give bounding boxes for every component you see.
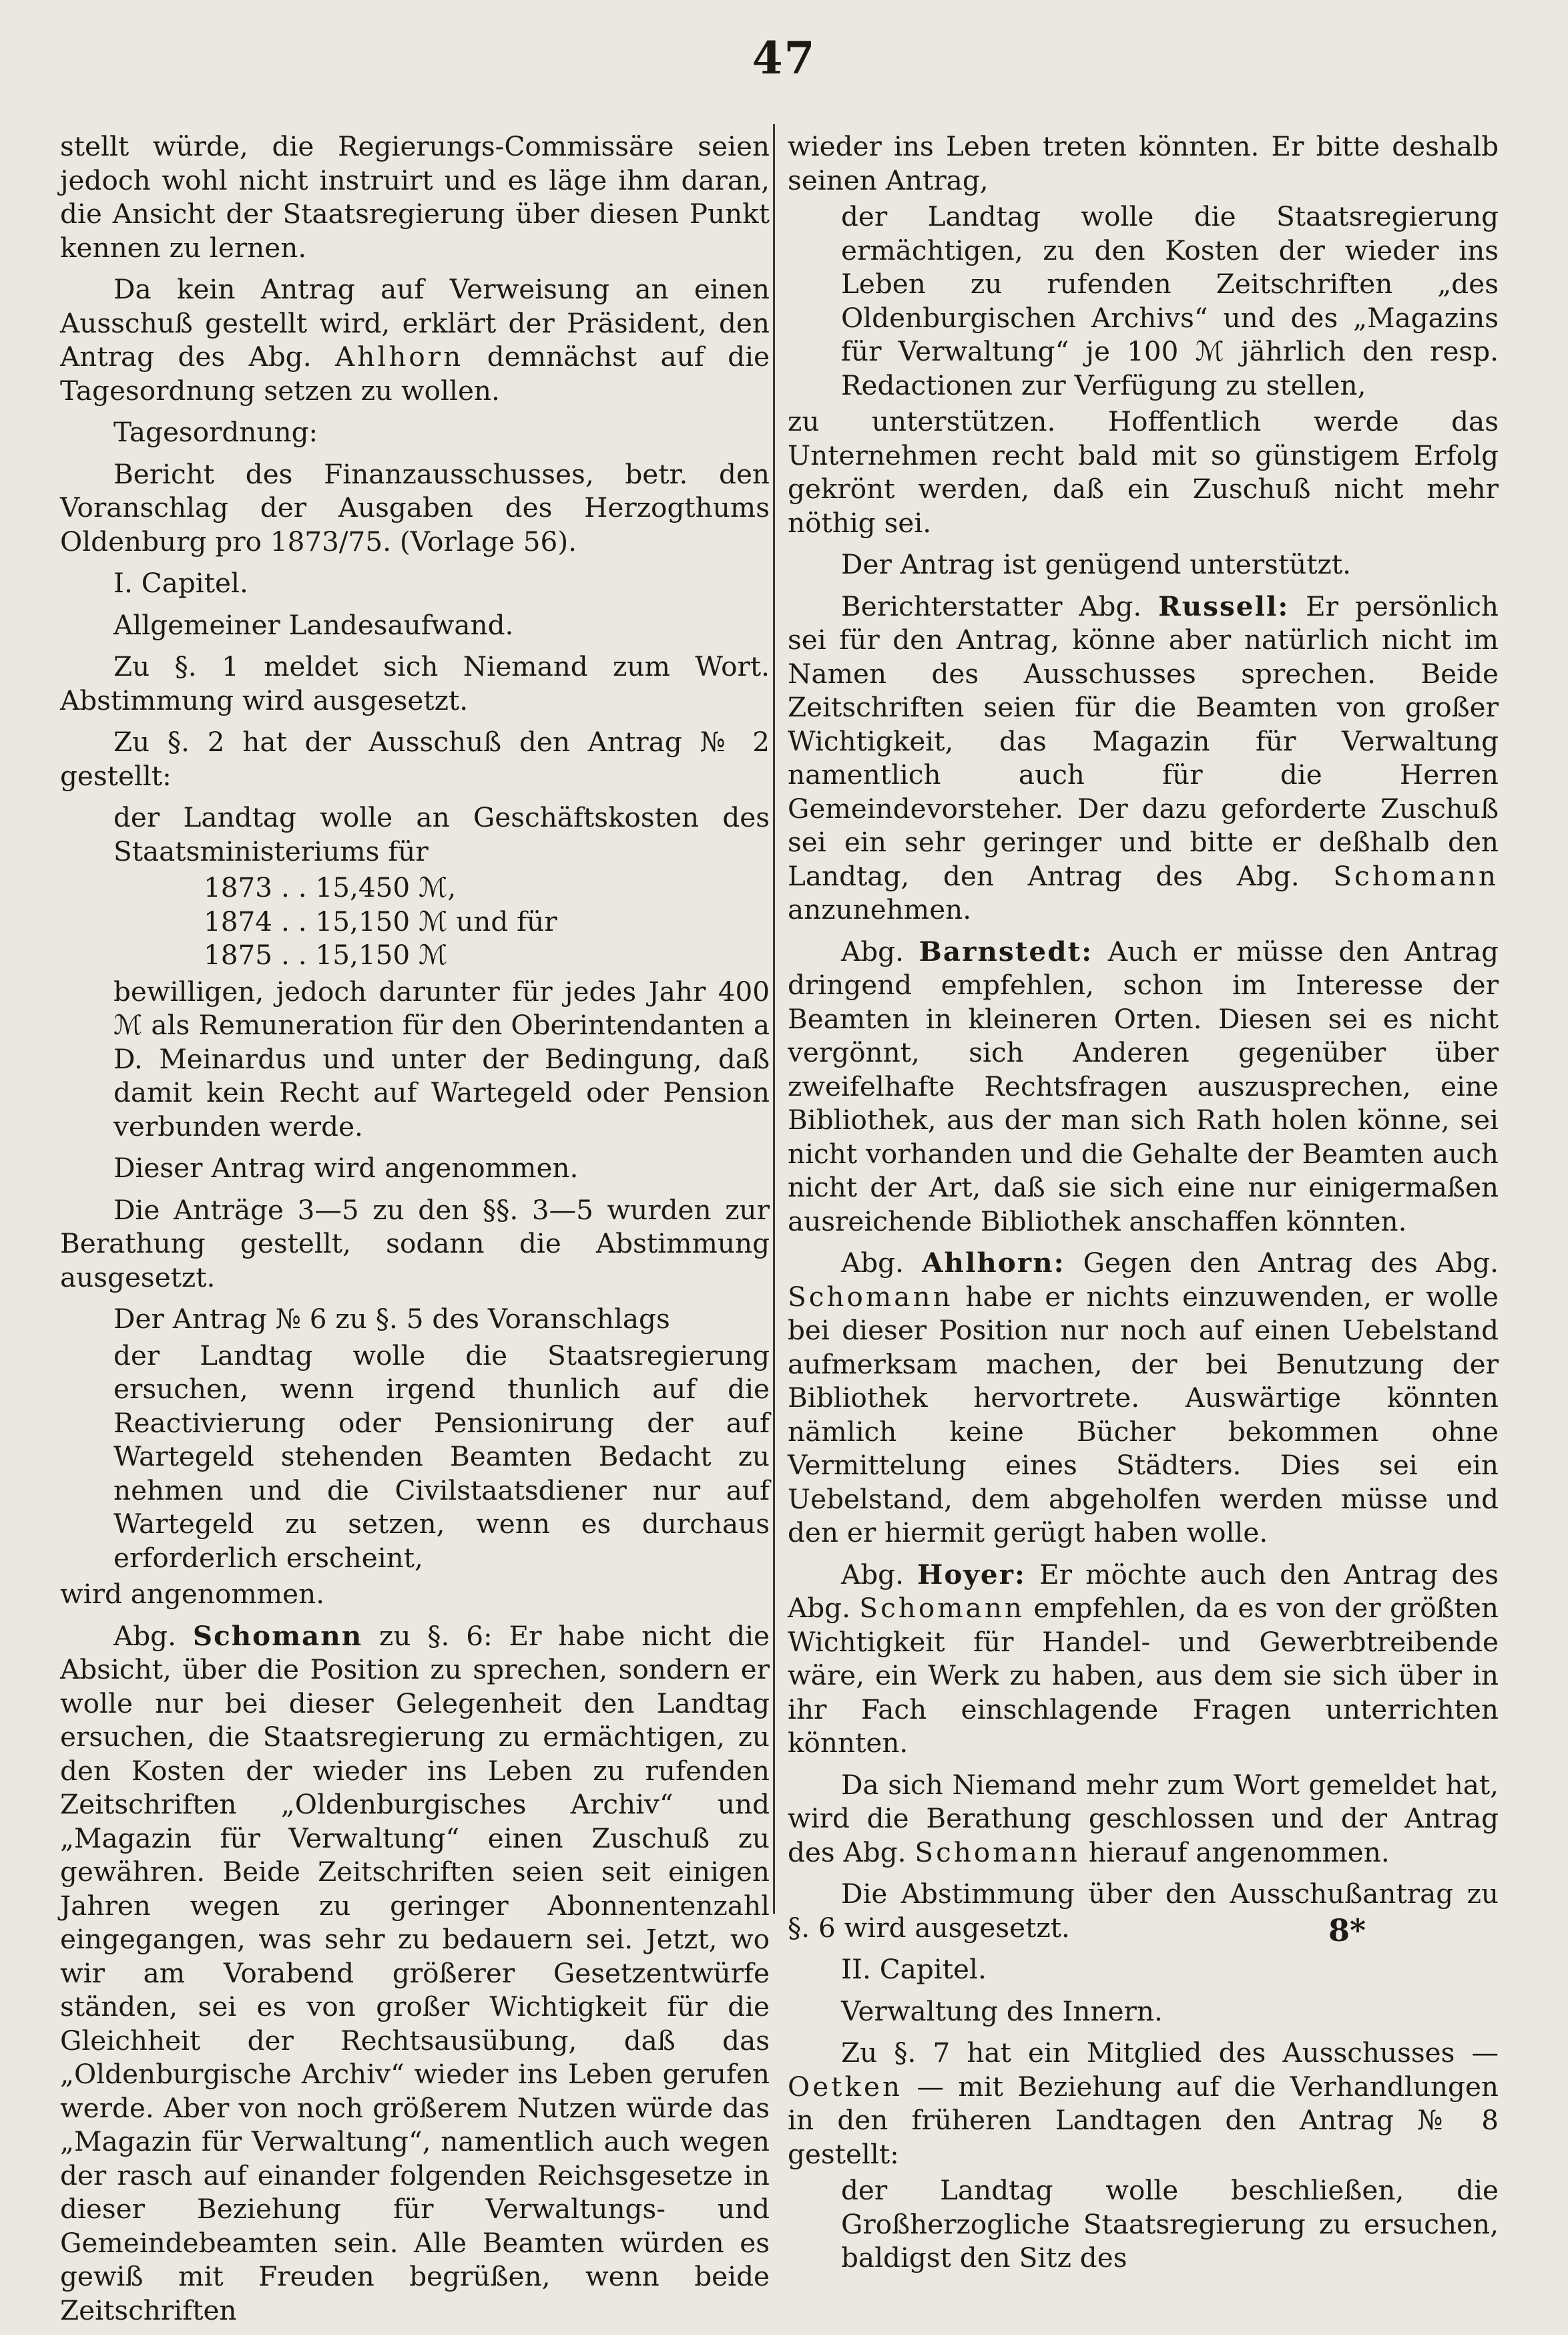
left-column xyxy=(60,130,770,2335)
paragraph: Abg. Ahlhorn: Gegen den Antrag des Abg. Schomann habe er nichts einzuwenden, er wolle bei dieser Position nur noch auf einen Uebelstand aufmerksam machen, der bei Benutzung der Bibliothek hervortrete. Auswärtige könnten nämlich keine Bücher bekommen ohne Vermittelung eines Städters. Dies sei ein Uebelstand, dem abgeholfen werden müsse und den er hiermit gerügt haben wolle. xyxy=(788,1247,1499,1548)
speaker-name: Schomann xyxy=(1333,859,1499,892)
agenda-heading: Tagesordnung: xyxy=(113,416,318,448)
paragraph: Bericht des Finanzausschusses, betr. den Voranschlag der Ausgaben des Herzogthums Oldenburg pro 1873/75. (Vorlage 56). xyxy=(60,457,770,558)
paragraph: Der Antrag ist genügend unterstützt. xyxy=(841,548,1351,580)
speaker-name: Barnstedt: xyxy=(919,935,1093,968)
paragraph: Der Antrag № 6 zu §. 5 des Voranschlags xyxy=(113,1303,670,1335)
motion-text: der Landtag wolle die Staatsregierung ermächtigen, zu den Kosten der wieder ins Leben zu rufenden Zeitschriften „des Oldenburgischen Archivs“ und des „Magazins für Verwaltung“ je 100 ℳ jährlich den resp. Redactionen zur Verfügung zu stellen, xyxy=(841,200,1499,401)
chapter-heading: I. Capitel. xyxy=(113,567,248,599)
speaker-name: Schomann xyxy=(859,1592,1025,1624)
right-column xyxy=(788,130,1499,2283)
speaker-name: Ahlhorn xyxy=(335,341,464,373)
paragraph: Abg. Barnstedt: Auch er müsse den Antrag dringend empfehlen, schon im Interesse der Beamten in kleineren Orten. Diesen sei es nicht vergönnt, sich Anderen gegenüber über zweifelhafte Rechtsfragen auszusprechen, eine Bibliothek, aus der man sich Rath holen könne, sei nicht vorhanden und die Gehalte der Beamten auch nicht der Art, daß sie sich eine nur einigermaßen ausreichende Bibliothek anschaffen könnten. xyxy=(788,935,1499,1237)
paragraph: Zu §. 7 hat ein Mitglied des Ausschusses — Oetken — mit Beziehung auf die Verhandlungen in den früheren Landtagen den Antrag № 8 gestellt: xyxy=(788,2037,1499,2170)
budget-row: 1874 . . 15,150 ℳ und für xyxy=(204,905,557,937)
speaker-name: Russell: xyxy=(1158,590,1290,622)
chapter-heading: II. Capitel. xyxy=(841,1953,987,1985)
motion-text: der Landtag wolle beschließen, die Großherzogliche Staatsregierung zu ersuchen, baldigst den Sitz des xyxy=(841,2174,1499,2274)
speaker-name: Hoyer: xyxy=(917,1558,1026,1590)
paragraph: wieder ins Leben treten könnten. Er bitte deshalb seinen Antrag, xyxy=(788,130,1499,196)
page-number: 47 xyxy=(752,32,816,84)
paragraph: Die Anträge 3—5 zu den §§. 3—5 wurden zur Berathung gestellt, sodann die Abstimmung ausgesetzt. xyxy=(60,1193,770,1293)
paragraph: zu unterstützen. Hoffentlich werde das Unternehmen recht bald mit so günstigem Erfolg gekrönt werden, daß ein Zuschuß nicht mehr nöthig sei. xyxy=(788,405,1499,539)
speaker-name: Oetken xyxy=(788,2070,903,2103)
motion-text: der Landtag wolle an Geschäftskosten des Staatsministeriums für xyxy=(113,801,770,867)
paragraph: Da sich Niemand mehr zum Wort gemeldet hat, wird die Berathung geschlossen und der Antrag des Abg. Schomann hierauf angenommen. xyxy=(788,1768,1499,1868)
chapter-title: Verwaltung des Innern. xyxy=(841,1994,1163,2027)
paragraph: Da kein Antrag auf Verweisung an einen Ausschuß gestellt wird, erklärt der Präsident, den Antrag des Abg. Ahlhorn demnächst auf die Tagesordnung setzen zu wollen. xyxy=(60,273,770,407)
speaker-name: Schomann xyxy=(914,1836,1081,1868)
paragraph: Die Abstimmung über den Ausschußantrag zu §. 6 wird ausgesetzt. xyxy=(788,1878,1499,1944)
paragraph: Abg. Hoyer: Er möchte auch den Antrag des Abg. Schomann empfehlen, da es von der größten Wichtigkeit für Handel- und Gewerbtreibende wäre, ein Werk zu haben, aus dem sie sich über in ihr Fach einschlagende Fragen unterrichten könnten. xyxy=(788,1558,1499,1759)
budget-row: 1875 . . 15,150 ℳ xyxy=(204,939,448,971)
speaker-name: Schomann xyxy=(192,1619,363,1652)
speaker-name: Ahlhorn: xyxy=(922,1247,1065,1279)
paragraph: wird angenommen. xyxy=(60,1578,325,1610)
speaker-name: Schomann xyxy=(788,1280,953,1313)
motion-text: bewilligen, jedoch darunter für jedes Jahr 400 ℳ als Remuneration für den Oberintendanten a D. Meinardus und unter der Bedingung, daß damit kein Recht auf Wartegeld oder Pension verbunden werde. xyxy=(113,975,770,1142)
paragraph: Zu §. 1 meldet sich Niemand zum Wort. Abstimmung wird ausgesetzt. xyxy=(60,650,770,716)
paragraph: stellt würde, die Regierungs-Commissäre seien jedoch wohl nicht instruirt und es läge ihm daran, die Ansicht der Staatsregierung über diesen Punkt kennen zu lernen. xyxy=(60,130,770,264)
column-divider xyxy=(773,124,775,1914)
budget-row: 1873 . . 15,450 ℳ, xyxy=(204,871,457,903)
signature-mark: 8* xyxy=(1328,1912,1366,1948)
paragraph: Zu §. 2 hat der Ausschuß den Antrag № 2 gestellt: xyxy=(60,726,770,792)
paragraph: Dieser Antrag wird angenommen. xyxy=(113,1152,579,1184)
chapter-title: Allgemeiner Landesaufwand. xyxy=(113,608,514,641)
paragraph: Abg. Schomann zu §. 6: Er habe nicht die Absicht, über die Position zu sprechen, sondern er wolle nur bei dieser Gelegenheit den Landtag ersuchen, die Staatsregierung zu ermächtigen, zu den Kosten der wieder ins Leben zu rufenden Zeitschriften „Oldenburgisches Archiv“ und „Magazin für Verwaltung“ einen Zuschuß zu gewähren. Beide Zeitschriften seien seit einigen Jahren wegen zu geringer Abonnentenzahl eingegangen, was sehr zu bedauern sei. Jetzt, wo wir am Vorabend größerer Gesetzentwürfe ständen, sei es von großer Wichtigkeit für die Gleichheit der Rechtsausübung, daß das „Oldenburgische Archiv“ wieder ins Leben gerufen werde. Aber von noch größerem Nutzen würde das „Magazin für Verwaltung“, namentlich auch wegen der rasch auf einander folgenden Reichsgesetze in dieser Beziehung für Verwaltungs- und Gemeindebeamten sein. Alle Beamten würden es gewiß mit Freuden begrüßen, wenn beide Zeitschriften xyxy=(60,1619,770,2326)
paragraph: Berichterstatter Abg. Russell: Er persönlich sei für den Antrag, könne aber natürlich nicht im Namen des Ausschusses sprechen. Beide Zeitschriften seien für die Beamten von großer Wichtigkeit, das Magazin für Verwaltung namentlich auch für die Herren Gemeindevorsteher. Der dazu geforderte Zuschuß sei ein sehr geringer und bitte er deßhalb den Landtag, den Antrag des Abg. Schomann anzunehmen. xyxy=(788,590,1499,925)
motion-text: der Landtag wolle die Staatsregierung ersuchen, wenn irgend thunlich auf die Reactivierung oder Pensionirung der auf Wartegeld stehenden Beamten Bedacht zu nehmen und die Civilstaatsdiener nur auf Wartegeld zu setzen, wenn es durchaus erforderlich erscheint, xyxy=(113,1339,770,1574)
